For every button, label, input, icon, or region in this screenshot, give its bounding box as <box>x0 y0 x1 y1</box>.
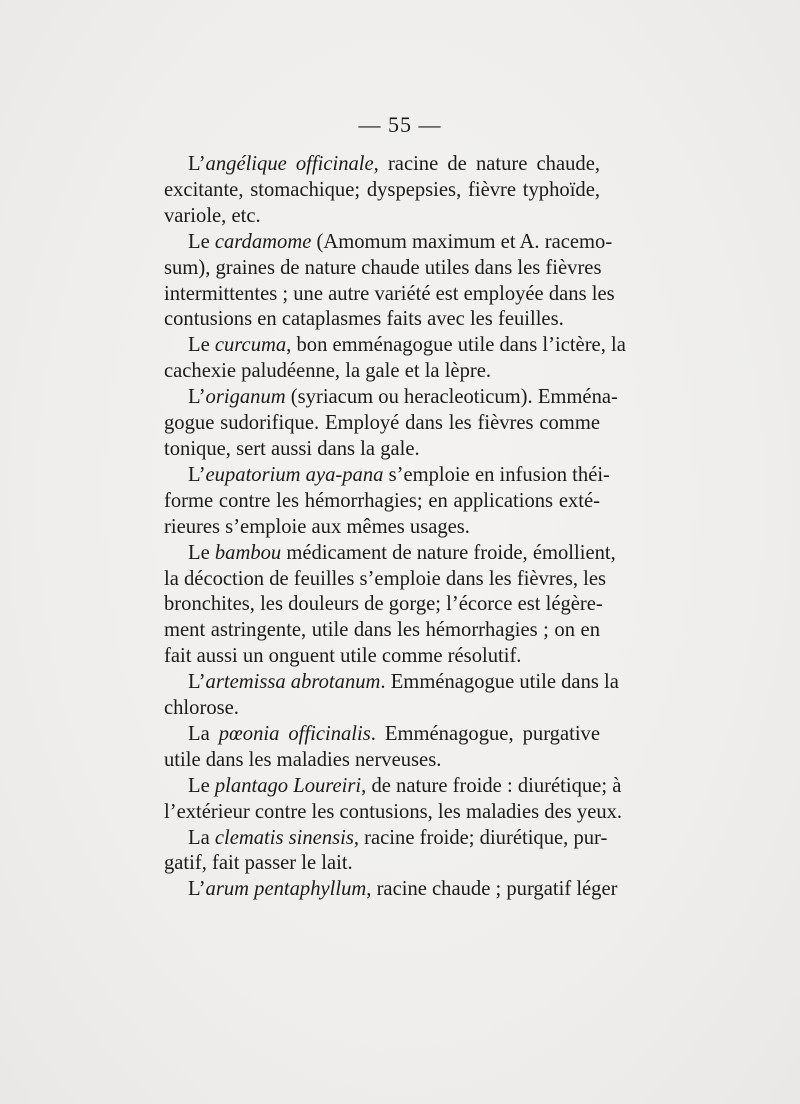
line-suffix: (Amomum maximum et A. racemo- <box>311 230 613 253</box>
line-text: forme contre les hémorrhagies; en applications exté- <box>164 489 600 512</box>
line-suffix: , racine de nature chaude, <box>373 153 600 175</box>
text-line <box>164 359 600 385</box>
line-text: contusions en cataplasmes faits avec les feuilles. <box>164 308 564 331</box>
line-text: fait aussi un onguent utile comme résolutif. <box>164 645 522 668</box>
text-line <box>164 333 626 359</box>
plant-name: angélique officinale <box>205 153 374 175</box>
line-prefix: Le <box>188 774 215 797</box>
line-prefix: L’ <box>188 671 206 694</box>
line-suffix: , de nature froide : diurétique; à <box>361 774 622 797</box>
text-line <box>164 152 600 178</box>
plant-name: bambou <box>214 541 282 564</box>
line-text: variole, etc. <box>164 204 261 227</box>
line-prefix: Le <box>188 541 215 564</box>
plant-name: artemissa abrotanum <box>205 671 381 694</box>
line-text: la décoction de feuilles s’emploie dans les fièvres, les <box>164 567 607 590</box>
line-text: gogue sudorifique. Employé dans les fièvres comme <box>164 412 600 435</box>
text-line <box>164 774 622 800</box>
line-text: ment astringente, utile dans les hémorrhagies ; on en <box>164 619 600 642</box>
text-line <box>164 826 608 852</box>
line-text: intermittentes ; une autre variété est employée dans les <box>164 282 615 305</box>
line-text: l’extérieur contre les contusions, les maladies des yeux. <box>164 800 623 823</box>
text-line <box>164 204 600 230</box>
text-line <box>164 437 600 463</box>
line-text: chlorose. <box>164 697 239 720</box>
line-text: excitante, stomachique; dyspepsies, fièvre typhoïde, <box>164 178 600 201</box>
text-line <box>164 696 600 722</box>
line-suffix: . Emménagogue utile dans la <box>380 671 619 694</box>
line-suffix: médicament de nature froide, émollient, <box>281 541 616 564</box>
line-prefix: Le <box>188 230 215 253</box>
text-line <box>164 489 600 515</box>
plant-name: arum pentaphyllum <box>205 878 367 901</box>
text-line <box>164 722 600 748</box>
text-line <box>164 800 623 826</box>
text-line <box>164 567 607 593</box>
line-suffix: , bon emménagogue utile dans l’ictère, la <box>286 334 626 357</box>
text-line <box>164 670 619 696</box>
body-text <box>164 152 626 903</box>
line-prefix: L’ <box>188 878 206 901</box>
line-suffix: s’emploie en infusion théi- <box>383 463 610 486</box>
line-suffix: , racine froide; diurétique, pur- <box>353 826 608 849</box>
line-prefix: L’ <box>188 386 206 409</box>
plant-name: curcuma <box>214 334 287 357</box>
line-text: tonique, sert aussi dans la gale. <box>164 437 420 460</box>
text-line <box>164 877 618 903</box>
text-line <box>164 541 616 567</box>
line-prefix: Le <box>188 334 215 357</box>
line-suffix: (syriacum ou heracleoticum). Emména- <box>285 386 618 409</box>
text-line <box>164 307 600 333</box>
text-line <box>164 644 600 670</box>
line-suffix: . Emménagogue, purgative <box>370 722 600 745</box>
page-number: — 55 — <box>358 112 442 137</box>
plant-name: eupatorium aya-pana <box>205 463 384 486</box>
plant-name: clematis sinensis <box>214 826 354 849</box>
line-text: sum), graines de nature chaude utiles dans les fièvres <box>164 256 602 279</box>
line-text: gatif, fait passer le lait. <box>164 852 353 875</box>
line-text: rieures s’emploie aux mêmes usages. <box>164 515 470 538</box>
text-line <box>164 592 603 618</box>
plant-name: plantago Loureiri <box>214 774 362 797</box>
text-line <box>164 515 600 541</box>
text-line <box>164 256 600 282</box>
line-text: bronchites, les douleurs de gorge; l’écorce est légère- <box>164 593 603 616</box>
line-suffix: , racine chaude ; purgatif léger <box>366 878 618 901</box>
text-line <box>164 618 600 644</box>
line-prefix: La <box>188 826 215 849</box>
text-line <box>164 748 600 774</box>
text-line <box>164 178 600 204</box>
text-line <box>164 230 613 256</box>
line-prefix: L’ <box>188 463 206 486</box>
line-text: cachexie paludéenne, la gale et la lèpre. <box>164 360 492 383</box>
line-prefix: L’ <box>188 153 206 175</box>
plant-name: origanum <box>205 386 286 409</box>
line-text: utile dans les maladies nerveuses. <box>164 748 442 771</box>
line-prefix: La <box>188 722 219 745</box>
text-line <box>164 851 600 877</box>
text-line <box>164 463 610 489</box>
text-line <box>164 385 618 411</box>
plant-name: pœonia officinalis <box>218 722 371 745</box>
text-line <box>164 282 615 308</box>
text-line <box>164 411 600 437</box>
plant-name: cardamome <box>214 230 312 253</box>
